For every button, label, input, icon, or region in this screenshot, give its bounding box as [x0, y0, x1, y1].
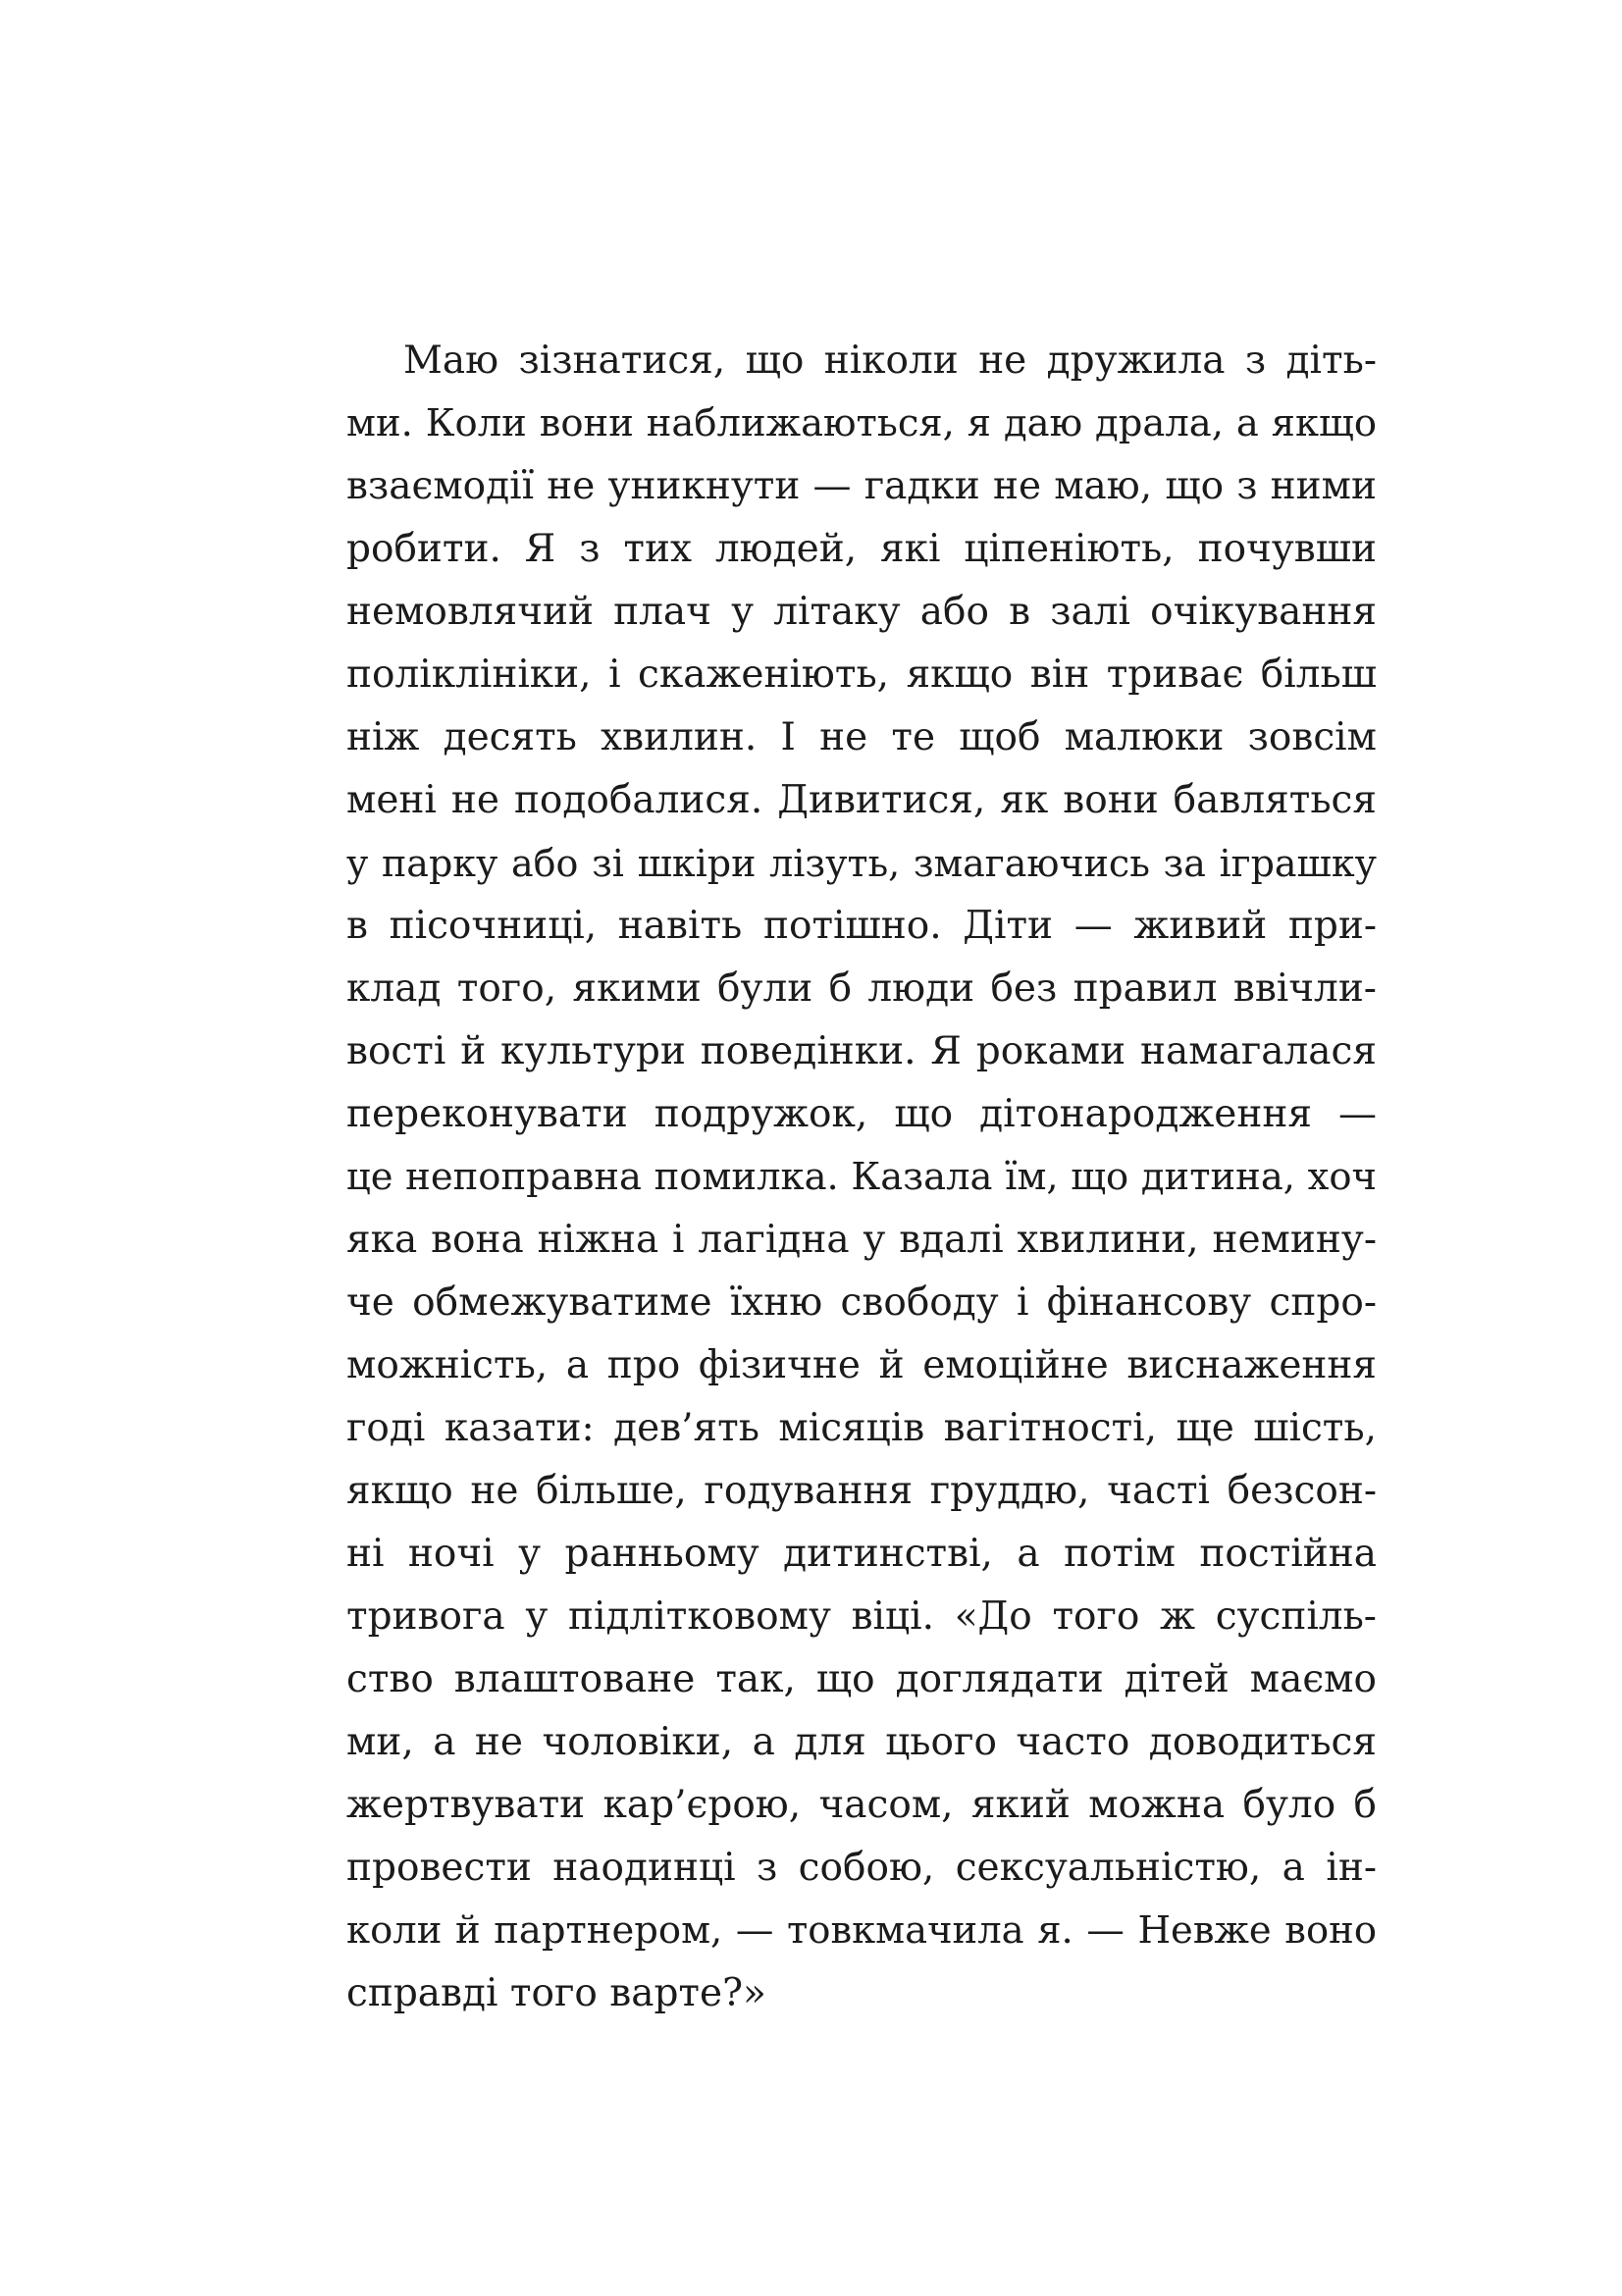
- text-line: можність, а про фізичне й емоційне виснаження: [346, 1343, 1377, 1387]
- text-line: Маю зізнатися, що ніколи не дружила з діть-: [403, 339, 1377, 383]
- text-line: робити. Я з тих людей, які ціпеніють, почувши: [346, 527, 1377, 571]
- text-line: в пісочниці, навіть потішно. Діти — живий при-: [346, 904, 1377, 948]
- paragraph: [346, 330, 1377, 2025]
- text-line: ніж десять хвилин. І не те щоб малюки зовсім: [346, 715, 1377, 759]
- text-line: це непоправна помилка. Казала їм, що дитина, хоч: [346, 1155, 1377, 1199]
- text-line: ство влаштоване так, що доглядати дітей маємо: [346, 1657, 1377, 1701]
- text-line: немовлячий плач у літаку або в залі очікування: [346, 590, 1377, 634]
- text-line: провести наодинці з собою, сексуальністю, а ін-: [346, 1846, 1377, 1890]
- text-line: переконувати подружок, що дітонародження —: [346, 1092, 1377, 1136]
- text-line: мені не подобалися. Дивитися, як вони бавляться: [346, 778, 1377, 822]
- text-line: якщо не більше, годування груддю, часті безсон-: [346, 1469, 1377, 1513]
- text-line: ми, а не чоловіки, а для цього часто доводиться: [346, 1720, 1377, 1764]
- text-line: ні ночі у ранньому дитинстві, а потім постійна: [346, 1532, 1377, 1576]
- text-line: яка вона ніжна і лагідна у вдалі хвилини, немину-: [346, 1218, 1377, 1262]
- text-line: поліклініки, і скаженіють, якщо він триває більш: [346, 652, 1377, 697]
- text-line: клад того, якими були б люди без правил ввічли-: [346, 966, 1377, 1011]
- text-line: коли й партнером, — товкмачила я. — Невже воно: [346, 1908, 1377, 1953]
- text-line: у парку або зі шкіри лізуть, змагаючись за іграшку: [346, 842, 1377, 885]
- text-line: ми. Коли вони наближаються, я даю драла, а якщо: [346, 401, 1377, 445]
- text-line: справді того варте?»: [346, 1971, 766, 2015]
- text-line: годі казати: дев’ять місяців вагітності, ще шість,: [346, 1406, 1377, 1450]
- text-line: че обмежуватиме їхню свободу і фінансову спро-: [346, 1280, 1377, 1325]
- text-line: вості й культури поведінки. Я роками намагалася: [346, 1029, 1377, 1073]
- text-line: тривога у підлітковому віці. «До того ж суспіль-: [346, 1594, 1377, 1639]
- text-line: взаємодії не уникнути — гадки не маю, що з ними: [346, 464, 1377, 508]
- text-line: жертвувати кар’єрою, часом, який можна було б: [346, 1783, 1377, 1827]
